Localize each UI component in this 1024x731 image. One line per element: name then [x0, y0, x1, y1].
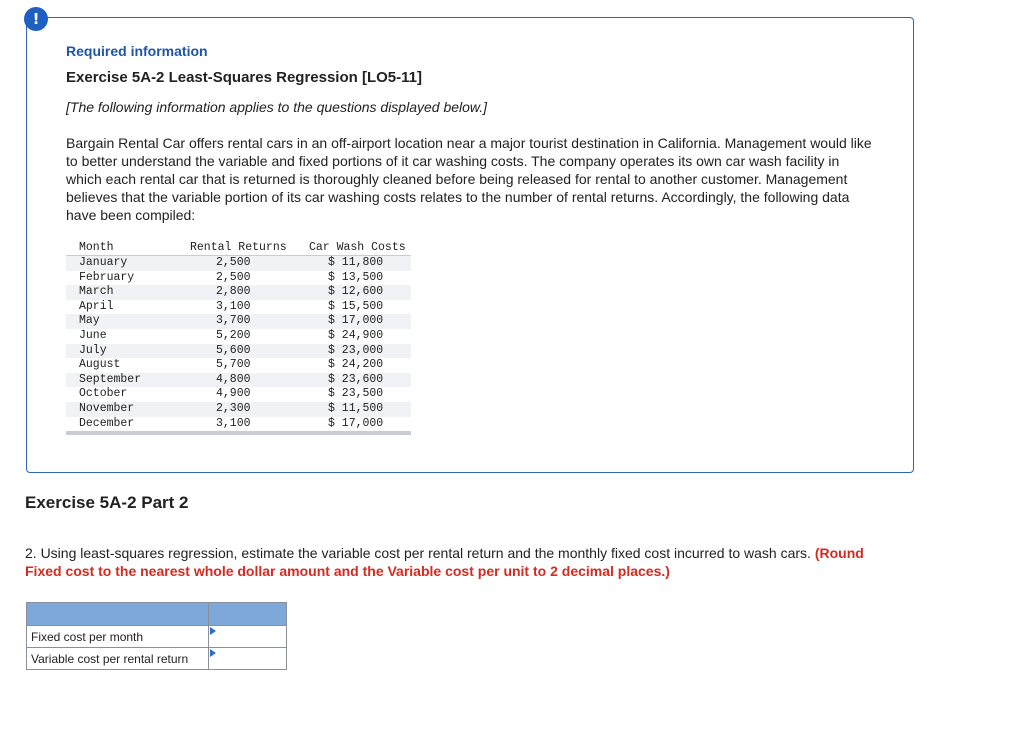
table-row: [66, 387, 411, 402]
car-wash-cost-cell: $ 13,500: [328, 270, 384, 284]
variable-cost-input[interactable]: [209, 648, 286, 669]
month-cell: March: [66, 285, 177, 300]
fixed-cost-input[interactable]: [209, 626, 286, 647]
table-row: [66, 344, 411, 359]
car-wash-cost-cell: $ 24,200: [328, 358, 384, 372]
car-wash-cost-cell: $ 17,000: [296, 314, 411, 329]
table-row: [66, 329, 411, 344]
table-row: [66, 417, 411, 434]
alert-icon: !: [24, 7, 48, 31]
answer-header-value-cell: [209, 603, 287, 626]
question-text: [25, 544, 865, 580]
rental-returns-cell: 2,500: [216, 270, 251, 284]
col-header-car-wash-costs: Car Wash Costs: [296, 241, 411, 256]
rental-returns-cell: 2,500: [177, 256, 296, 271]
rental-returns-cell: 5,600: [177, 344, 296, 359]
answer-header-row: [27, 603, 287, 626]
answer-label: Fixed cost per month: [27, 626, 209, 648]
col-header-month: Month: [66, 241, 177, 256]
question-body: 2. Using least-squares regression, estimate the variable cost per rental return and the monthly fixed cost incurred to wash cars.: [25, 545, 811, 561]
exercise-title: Exercise 5A-2 Least-Squares Regression [LO5-11]: [66, 69, 422, 86]
answer-table: [26, 602, 287, 670]
car-wash-cost-cell: $ 15,500: [328, 299, 384, 313]
table-header-row: [66, 241, 411, 256]
table-row: [66, 314, 411, 329]
problem-description: Bargain Rental Car offers rental cars in an off-airport location near a major tourist destination in California. Management would like to better understand the variable and fixed portions of it car washing costs. The company operates its own car wash facility in which each rental car that is returned is thoroughly cleaned before being released for rental to another customer. Management believes that the variable portion of its car washing costs relates to the number of rental returns. Accordingly, the following data have been compiled:: [66, 135, 872, 223]
car-wash-cost-cell: $ 24,900: [328, 328, 384, 342]
car-wash-cost-cell: $ 17,000: [328, 416, 384, 430]
answer-header-label-cell: [27, 603, 209, 626]
month-cell: October: [79, 387, 128, 401]
month-cell: August: [79, 358, 121, 372]
car-wash-cost-cell: $ 23,600: [296, 373, 411, 388]
rental-returns-cell: 5,700: [216, 358, 251, 372]
part-title: Exercise 5A-2 Part 2: [25, 493, 189, 512]
month-cell: September: [66, 373, 177, 388]
month-cell: April: [79, 299, 114, 313]
col-header-rental-returns: Rental Returns: [177, 241, 296, 256]
rental-returns-cell: 3,700: [177, 314, 296, 329]
rental-returns-cell: 2,800: [177, 285, 296, 300]
rental-returns-cell: 4,800: [177, 373, 296, 388]
car-wash-cost-cell: $ 11,800: [296, 256, 411, 271]
answer-row-fixed-cost: [27, 626, 287, 648]
input-marker-icon: [210, 627, 216, 635]
car-wash-cost-cell: $ 11,500: [296, 402, 411, 417]
month-cell: January: [66, 256, 177, 271]
car-wash-cost-cell: $ 23,500: [328, 387, 384, 401]
table-row: [66, 256, 411, 271]
month-cell: June: [79, 328, 107, 342]
table-row: [66, 300, 411, 315]
rental-returns-cell: 2,300: [177, 402, 296, 417]
table-row: [66, 271, 411, 286]
car-wash-cost-cell: $ 12,600: [296, 285, 411, 300]
month-cell: December: [79, 416, 135, 430]
rounding-instruction: (Round Fixed cost to the nearest whole dollar amount and the Variable cost per unit to 2 decimal places.): [25, 545, 864, 579]
data-table: [66, 241, 411, 435]
car-wash-cost-cell: $ 23,000: [296, 344, 411, 359]
variable-cost-cell: [209, 648, 287, 670]
answer-label: Variable cost per rental return: [27, 648, 209, 670]
month-cell: July: [66, 344, 177, 359]
month-cell: May: [66, 314, 177, 329]
table-row: [66, 402, 411, 417]
table-row: [66, 285, 411, 300]
answer-row-variable-cost: [27, 648, 287, 670]
rental-returns-cell: 4,900: [216, 387, 251, 401]
input-marker-icon: [210, 649, 216, 657]
applies-note: [The following information applies to the questions displayed below.]: [66, 99, 488, 115]
month-cell: February: [79, 270, 135, 284]
table-row: [66, 358, 411, 373]
rental-returns-cell: 5,200: [216, 328, 251, 342]
month-cell: November: [66, 402, 177, 417]
table-row: [66, 373, 411, 388]
fixed-cost-cell: [209, 626, 287, 648]
rental-returns-cell: 3,100: [216, 416, 251, 430]
rental-returns-cell: 3,100: [216, 299, 251, 313]
required-info-heading: Required information: [66, 43, 208, 59]
